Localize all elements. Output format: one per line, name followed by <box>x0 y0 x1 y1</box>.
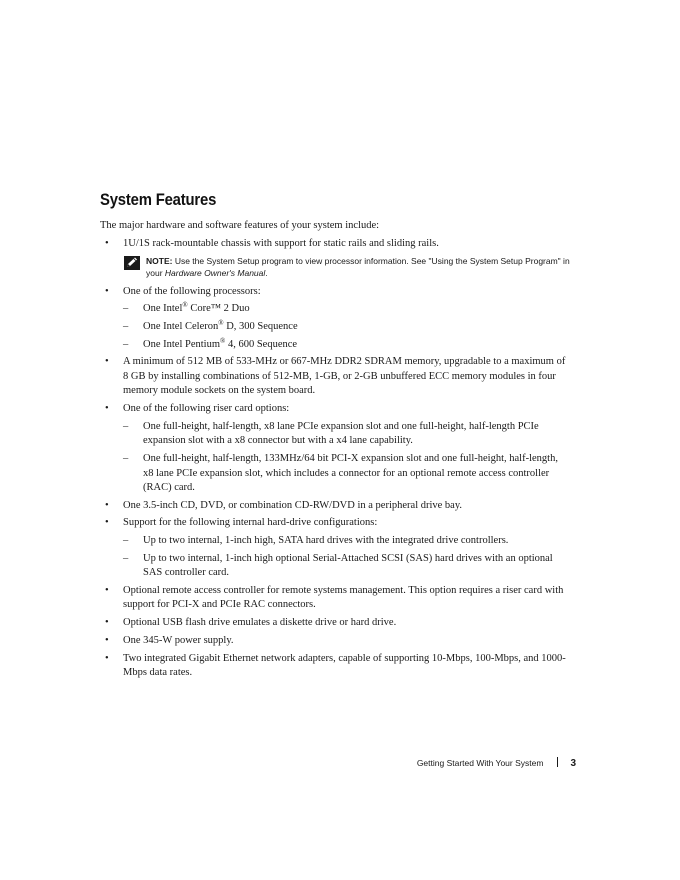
pencil-note-icon <box>124 256 140 270</box>
feature-list <box>100 237 570 684</box>
list-item-text: One 345-W power supply. <box>123 634 234 646</box>
list-item <box>100 355 570 399</box>
sub-item <box>100 552 570 581</box>
bullet: • <box>105 403 109 415</box>
footer-divider <box>557 757 558 767</box>
sub-item <box>100 452 570 496</box>
sub-item-text: One full-height, half-length, x8 lane PCIe expansion slot and one full-height, half-length PCIe expansion slot with a x8 connector but with a x4 lane capability. <box>143 420 539 447</box>
dash: – <box>123 420 129 432</box>
sub-item-text: Up to two internal, 1-inch high optional Serial-Attached SCSI (SAS) hard drives with an optional SAS controller card. <box>143 552 553 579</box>
list-item-text: Support for the following internal hard-drive configurations: <box>123 517 378 529</box>
list-item <box>100 499 570 514</box>
list-item <box>100 285 570 300</box>
intro-text: The major hardware and software features of your system include: <box>100 220 380 231</box>
list-item-text: One 3.5-inch CD, DVD, or combination CD-RW/DVD in a peripheral drive bay. <box>123 499 463 511</box>
registered-mark: ® <box>182 301 188 310</box>
sub-item <box>100 534 570 549</box>
list-item <box>100 652 570 681</box>
dash: – <box>123 338 129 350</box>
list-item-text: Two integrated Gigabit Ethernet network adapters, capable of supporting 10-Mbps, 100-Mbps, and 1000-Mbps data rates. <box>123 652 566 678</box>
list-item <box>100 237 570 252</box>
dash: – <box>123 552 129 564</box>
registered-mark: ® <box>218 319 224 328</box>
list-item-text: Optional remote access controller for remote systems management. This option requires a riser card with support for PCI-X and PCIe RAC connectors. <box>123 584 564 611</box>
sub-item-text: D, 300 Sequence <box>223 321 298 333</box>
sub-item <box>100 338 570 353</box>
footer-section-title: Getting Started With Your System <box>416 758 544 768</box>
bullet: • <box>105 356 109 368</box>
list-item <box>100 516 570 531</box>
sub-item-text: One Intel Pentium <box>143 338 220 350</box>
dash: – <box>123 535 129 547</box>
bullet: • <box>105 652 109 664</box>
bullet: • <box>105 584 109 596</box>
list-item <box>100 616 570 631</box>
note-manual-title: Hardware Owner's Manual <box>164 267 266 278</box>
bullet: • <box>105 499 109 511</box>
note-label: NOTE: <box>146 255 173 266</box>
list-item <box>100 634 570 649</box>
dash: – <box>123 303 129 315</box>
list-item-text: A minimum of 512 MB of 533-MHz or 667-MHz DDR2 SDRAM memory, upgradable to a maximum of 8 GB by installing combinations of 512-MB, 1-GB, or 2-GB unbuffered ECC memory modules in four memory module sockets on the system board. <box>123 356 566 397</box>
bullet: • <box>105 285 109 297</box>
list-item-text: One of the following riser card options: <box>123 403 290 415</box>
sub-item-text: 4, 600 Sequence <box>225 338 298 350</box>
sub-item-text: Core™ 2 Duo <box>187 303 250 315</box>
page-footer <box>417 757 576 769</box>
sub-item <box>100 420 570 449</box>
sub-item-text: One Intel Celeron <box>143 321 219 333</box>
list-item <box>100 402 570 417</box>
bullet: • <box>105 634 109 646</box>
sub-item-text: One Intel <box>143 303 183 315</box>
page-number: 3 <box>570 758 576 769</box>
sub-item-text: One full-height, half-length, 133MHz/64 bit PCI-X expansion slot and one full-height, half-length, x8 lane PCIe expansion slot, which includes a connector for an optional remote access controller (RAC) card. <box>143 453 558 493</box>
page-title: System Features <box>100 191 217 209</box>
note-text: Use the System Setup program to view processor information. See "Using the System Setup Program" in your <box>146 255 570 278</box>
bullet: • <box>105 517 109 529</box>
dash: – <box>123 321 129 333</box>
sub-item <box>100 302 570 317</box>
note-period: . <box>265 267 268 278</box>
list-item-text: 1U/1S rack-mountable chassis with support for static rails and sliding rails. <box>123 238 439 249</box>
registered-mark: ® <box>220 336 226 345</box>
bullet: • <box>105 617 109 629</box>
dash: – <box>123 453 129 464</box>
list-item-text: One of the following processors: <box>123 285 261 297</box>
sub-item <box>100 320 570 335</box>
sub-item-text: Up to two internal, 1-inch high, SATA hard drives with the integrated drive controllers. <box>143 535 509 547</box>
list-item-text: Optional USB flash drive emulates a diskette drive or hard drive. <box>123 617 397 629</box>
list-item <box>100 584 570 613</box>
bullet: • <box>105 238 109 249</box>
note-box <box>100 255 570 279</box>
